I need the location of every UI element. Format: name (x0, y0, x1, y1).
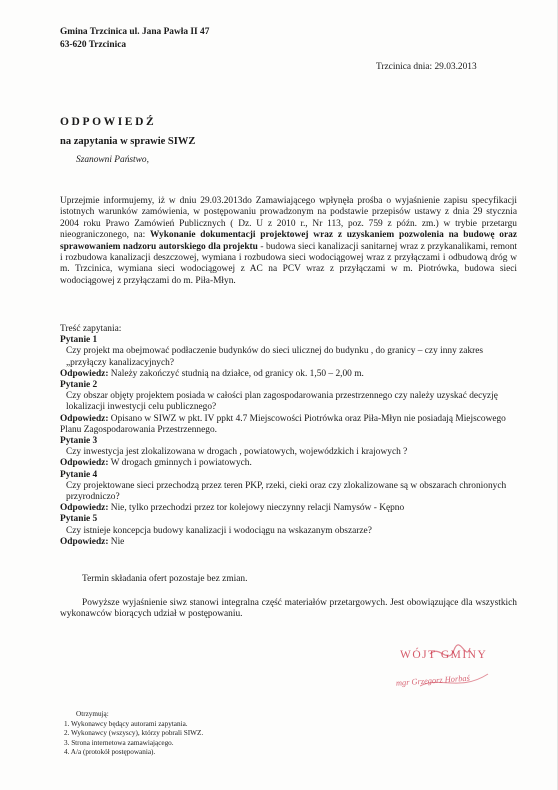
answer-text: Nie (108, 536, 125, 547)
question-text: Czy istnieje koncepcja budowy kanalizacji i wodociągu na wskazanym obszarze? (66, 525, 372, 536)
salutation: Szanowni Państwo, (76, 155, 149, 165)
question-label: Pytanie 2 (60, 380, 98, 391)
question-text: Czy projektowane sieci przechodzą przez teren PKP, rzeki, cieki oraz czy zlokalizowane są w obszarach chronionych przyrodniczo? (66, 480, 507, 503)
letter-date: Trzcinica dnia: 29.03.2013 (376, 62, 477, 72)
question-label: Pytanie 5 (60, 514, 98, 525)
closing-paragraph: Powyższe wyjaśnienie siwz stanowi integralna część materiałów przetargowych. Jest obowiązujące dla wszystkich wykonawców biorących udział w postępowaniu. (60, 598, 517, 620)
sender-line-1: Gmina Trzcinica ul. Jana Pawła II 47 (60, 27, 210, 37)
answer-text: Nie, tylko przechodzi przez tor kolejowy nieczynny relacji Namysów - Kępno (108, 503, 405, 514)
question-block (60, 470, 517, 515)
recipients-list (64, 710, 203, 757)
answer-label: Odpowiedz: (60, 503, 109, 514)
question-block (60, 514, 517, 548)
recipient-item: 2. Wykonawcy (wszyscy), którzy pobrali SIWZ. (64, 729, 204, 738)
letter-title: ODPOWIEDŹ (60, 116, 157, 128)
recipient-item: 4. A/a (protokół postępowania). (64, 747, 156, 756)
question-block (60, 335, 517, 380)
answer-label: Odpowiedz: (60, 413, 109, 424)
recipient-item: 3. Strona internetowa zamawiającego. (64, 738, 174, 747)
intro-text-2: - budowa sieci kanalizacji sanitarnej wraz z przykanalikami, remont i rozbudowa kanalizacji deszczowej, wymiana i rozbudowa sieci wodociągowej wraz z przyłączami i odbudową dróg w m. Trzcinica, wymiana sieci wodociągowej z AC na PCV wraz z przyłączami w m. Piotrówka, budowa sieci wodociągowej z przyłączami do m. Piła-Młyn. (60, 241, 517, 286)
closing-note: Termin składania ofert pozostaje bez zmian. (82, 574, 248, 584)
questions-header: Treść zapytania: (60, 324, 122, 334)
answer (60, 414, 517, 436)
intro-paragraph (60, 196, 517, 287)
question-block (60, 380, 517, 436)
recipients-header: Otrzymują: (76, 710, 109, 718)
question-block (60, 436, 517, 470)
answer-text: Należy zakończyć studnią na działce, od granicy ok. 1,50 – 2,00 m. (108, 368, 364, 379)
sender-line-2: 63-620 Trzcinica (60, 40, 127, 50)
answer-text: W drogach gminnych i powiatowych. (108, 458, 252, 469)
sender-address (60, 26, 209, 52)
answer-text: Opisano w SIWZ w pkt. IV ppkt 4.7 Miejscowości Piotrówka oraz Piła-Młyn nie posiadają Miejscowego Planu Zagospodarowania Przestrzennego. (60, 413, 506, 435)
letter-subtitle: na zapytania w sprawie SIWZ (60, 136, 196, 147)
question-text: Czy inwestycja jest zlokalizowana w drogach , powiatowych, wojewódzkich i krajowych ? (66, 447, 408, 458)
question-label: Pytanie 4 (60, 469, 98, 480)
answer (60, 503, 517, 514)
intro-bold-subject: Wykonanie dokumentacji projektowej wraz z uzyskaniem pozwolenia na budowę oraz sprawowaniem nadzoru autorskiego dla projektu (60, 230, 517, 252)
stamp-name: mgr Grzegorz Horbaś (395, 673, 471, 688)
question-label: Pytanie 1 (60, 335, 98, 346)
question-label: Pytanie 3 (60, 436, 98, 447)
question-text: Czy obszar objęty projektem posiada w całości plan zagospodarowania przestrzennego czy należy uzyskać decyzję lokalizacji inwestycji celu publicznego? (66, 391, 498, 413)
answer (60, 537, 517, 548)
answer (60, 458, 517, 469)
questions-section (60, 324, 517, 548)
intro-text-1: Uprzejmie informujemy, iż w dniu 29.03.2013do Zamawiającego wpłynęła prośba o wyjaśnienie zapisu specyfikacji istotnych warunków zamówienia, w postępowaniu prowadzonym na podstawie przepisów ustawy z dnia 29 stycznia 2004 roku Prawo Zamówień Publicznych ( Dz. U z 2010 r., Nr 113, poz. 759 z późn. zm.) w trybie przetargu nieograniczonego, na: (60, 196, 517, 241)
answer-label: Odpowiedz: (60, 458, 109, 469)
answer (60, 369, 517, 380)
answer-label: Odpowiedz: (60, 368, 109, 379)
question-text: Czy projekt ma obejmować podłaczenie budynków do sieci ulicznej do budynku , do granicy – czy inny zakres „przyłączy kanalizacyjnych? (66, 346, 484, 368)
recipient-item: 1. Wykonawcy będący autorami zapytania. (64, 720, 188, 729)
stamp-title: WÓJT GMINY (400, 649, 488, 661)
answer-label: Odpowiedz: (60, 536, 109, 547)
official-stamp-signature (390, 636, 520, 706)
